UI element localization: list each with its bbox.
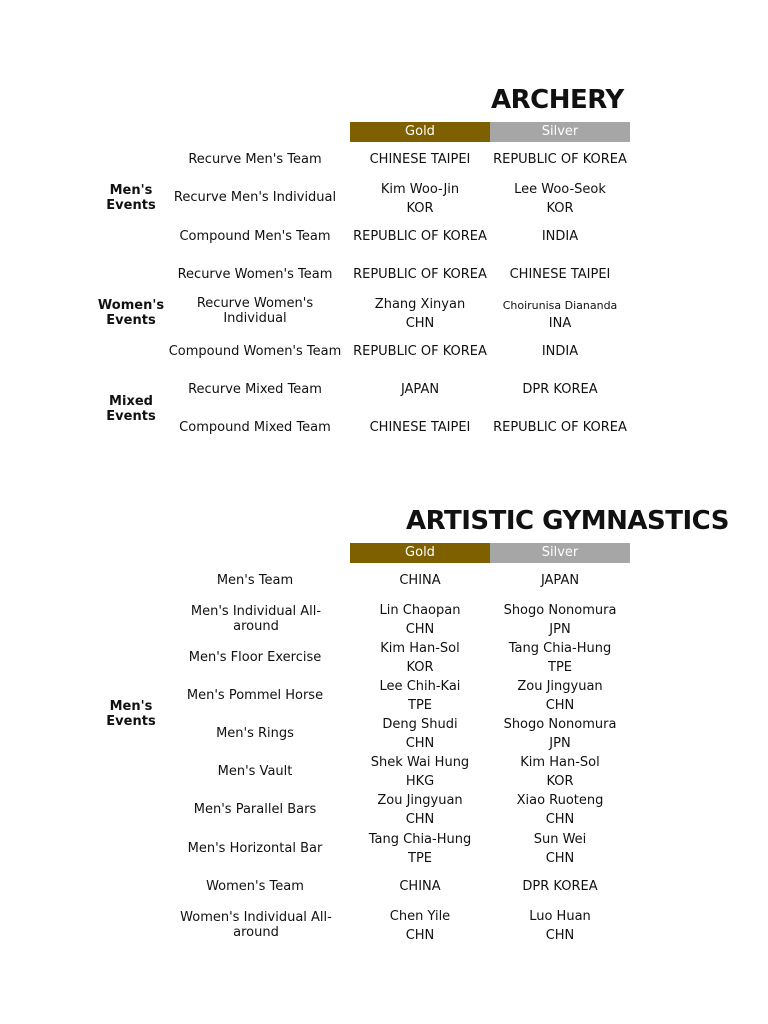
archery-gold: Kim Woo-Jin (380, 182, 460, 197)
archery-event: Recurve Women's Individual (196, 296, 314, 326)
gymnastics-silver-nation: TPE (548, 660, 572, 675)
gymnastics-silver: Kim Han-Sol (520, 755, 600, 770)
gymnastics-event: Men's Individual All-around (190, 604, 322, 634)
gymnastics-silver: Xiao Ruoteng (516, 793, 604, 808)
archery-event: Compound Men's Team (179, 229, 331, 244)
archery-gold: REPUBLIC OF KOREA (353, 267, 487, 282)
archery-silver: INDIA (541, 229, 579, 244)
archery-gold-header: Gold (350, 122, 490, 142)
archery-gold-nation: CHN (405, 316, 435, 331)
gymnastics-silver: Luo Huan (529, 909, 591, 924)
gymnastics-silver-nation: KOR (546, 774, 574, 789)
gymnastics-silver: JAPAN (540, 573, 580, 588)
gymnastics-silver-nation: CHN (545, 928, 575, 943)
archery-title: ARCHERY (491, 85, 624, 115)
gymnastics-gold-nation: KOR (406, 660, 434, 675)
gymnastics-gold-nation: CHN (405, 812, 435, 827)
archery-group-mixed: Mixed Events (106, 394, 156, 424)
archery-silver-nation: INA (548, 316, 572, 331)
archery-event: Recurve Men's Team (188, 152, 322, 167)
archery-event: Compound Mixed Team (179, 420, 331, 435)
gymnastics-gold: Kim Han-Sol (380, 641, 460, 656)
gymnastics-event: Men's Parallel Bars (193, 802, 317, 817)
gymnastics-event: Men's Team (216, 573, 294, 588)
archery-event: Recurve Mixed Team (188, 382, 322, 397)
archery-event: Recurve Women's Team (177, 267, 333, 282)
archery-event: Recurve Men's Individual (173, 190, 337, 205)
gymnastics-silver: Shogo Nonomura (503, 717, 617, 732)
gymnastics-silver-nation: CHN (545, 698, 575, 713)
archery-gold: CHINESE TAIPEI (369, 152, 471, 167)
gymnastics-silver: Shogo Nonomura (503, 603, 617, 618)
archery-gold-nation: KOR (406, 201, 434, 216)
archery-group-womens: Women's Events (97, 298, 165, 328)
gymnastics-gold-header: Gold (350, 543, 490, 563)
gymnastics-event: Women's Team (206, 879, 304, 894)
archery-silver: Lee Woo-Seok (514, 182, 606, 197)
gymnastics-silver: Tang Chia-Hung (508, 641, 612, 656)
gymnastics-gold-nation: CHN (405, 736, 435, 751)
gymnastics-gold: Deng Shudi (382, 717, 458, 732)
archery-silver-nation: KOR (546, 201, 574, 216)
archery-silver: CHINESE TAIPEI (509, 267, 611, 282)
archery-gold: REPUBLIC OF KOREA (353, 229, 487, 244)
archery-silver: INDIA (541, 344, 579, 359)
archery-gold: Zhang Xinyan (374, 297, 466, 312)
gymnastics-silver: Sun Wei (533, 832, 587, 847)
gymnastics-silver-nation: CHN (545, 851, 575, 866)
gymnastics-gold: Lin Chaopan (379, 603, 461, 618)
gymnastics-silver-nation: JPN (549, 736, 571, 751)
gymnastics-event: Men's Vault (217, 764, 293, 779)
archery-gold: REPUBLIC OF KOREA (353, 344, 487, 359)
archery-silver: REPUBLIC OF KOREA (493, 152, 627, 167)
archery-silver: DPR KOREA (522, 382, 598, 397)
gymnastics-gold: CHINA (399, 879, 441, 894)
archery-group-mens: Men's Events (106, 183, 156, 213)
archery-silver: Choirunisa Diananda (502, 299, 618, 312)
gymnastics-event: Men's Horizontal Bar (187, 841, 323, 856)
gymnastics-silver-nation: CHN (545, 812, 575, 827)
gymnastics-gold-nation: TPE (408, 851, 432, 866)
gymnastics-gold: Lee Chih-Kai (379, 679, 461, 694)
gymnastics-silver-nation: JPN (549, 622, 571, 637)
gymnastics-gold: Tang Chia-Hung (368, 832, 472, 847)
archery-silver: REPUBLIC OF KOREA (493, 420, 627, 435)
gymnastics-gold: CHINA (399, 573, 441, 588)
gymnastics-event: Men's Floor Exercise (188, 650, 322, 665)
archery-silver-header: Silver (490, 122, 630, 142)
gymnastics-gold-nation: CHN (405, 622, 435, 637)
archery-gold: CHINESE TAIPEI (369, 420, 471, 435)
gymnastics-gold: Chen Yile (389, 909, 451, 924)
gymnastics-gold-nation: TPE (408, 698, 432, 713)
gymnastics-event: Men's Pommel Horse (186, 688, 324, 703)
gymnastics-gold-nation: CHN (405, 928, 435, 943)
archery-event: Compound Women's Team (168, 344, 342, 359)
gymnastics-silver: DPR KOREA (522, 879, 598, 894)
gymnastics-gold: Zou Jingyuan (377, 793, 463, 808)
gymnastics-group-mens: Men's Events (106, 699, 156, 729)
gymnastics-silver-header: Silver (490, 543, 630, 563)
gymnastics-title: ARTISTIC GYMNASTICS (406, 506, 729, 536)
gymnastics-gold-nation: HKG (405, 774, 435, 789)
archery-gold: JAPAN (400, 382, 440, 397)
gymnastics-silver: Zou Jingyuan (517, 679, 603, 694)
gymnastics-gold: Shek Wai Hung (370, 755, 470, 770)
gymnastics-event: Men's Rings (216, 726, 294, 741)
gymnastics-event: Women's Individual All-around (180, 910, 332, 940)
